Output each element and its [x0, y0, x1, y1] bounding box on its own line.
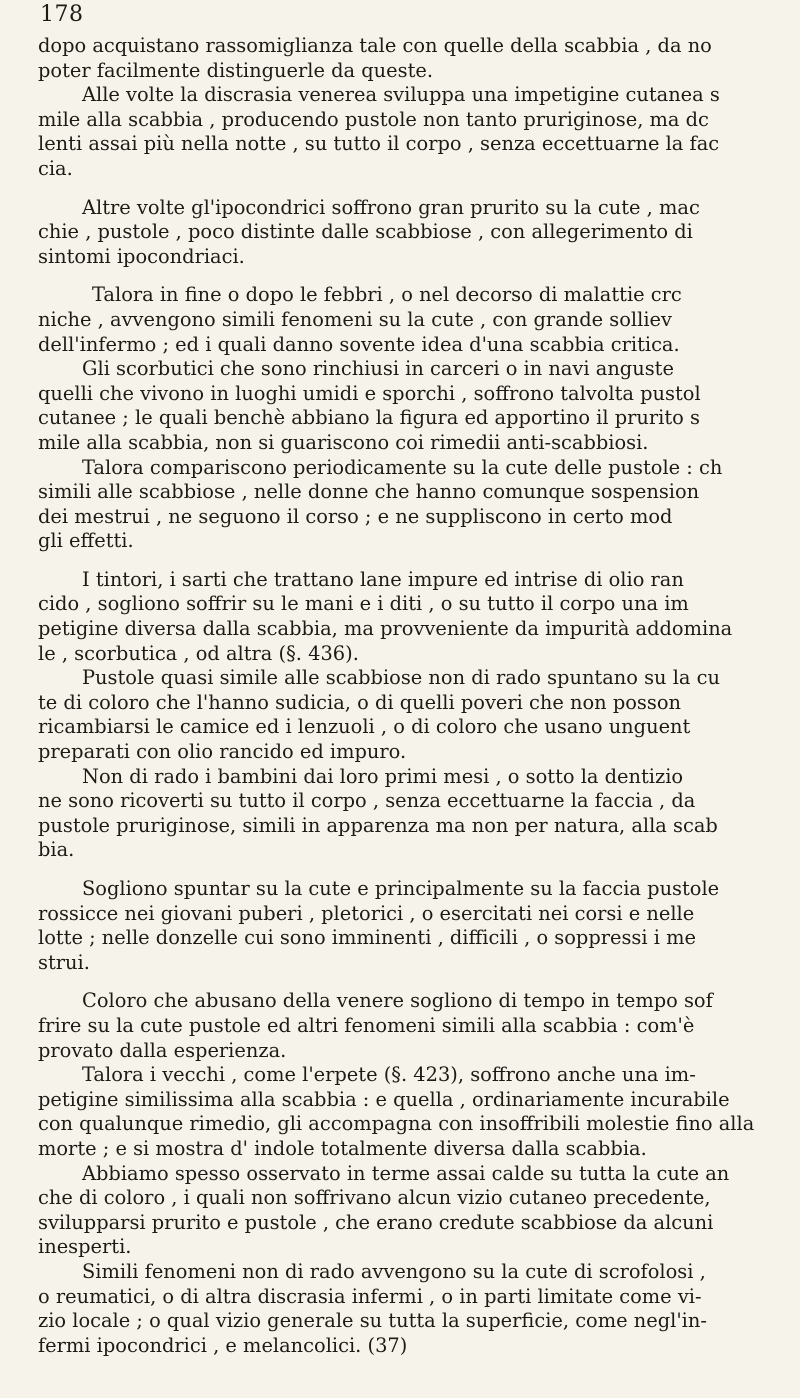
text-line: pustole pruriginose, simili in apparenza ma non per natura, alla scab: [38, 813, 718, 837]
text-line: bia.: [38, 838, 75, 862]
text-line: Talora in fine o dopo le febbri , o nel decorso di malattie crc: [92, 283, 682, 307]
paragraph-gap: [38, 269, 800, 283]
text-line: simili alle scabbiose , nelle donne che hanno comunque sospension: [38, 480, 700, 504]
text-line: ricambiarsi le camice ed i lenzuoli , o di coloro che usano unguent: [38, 715, 691, 739]
page-body-text: [38, 34, 800, 1358]
text-line: chie , pustole , poco distinte dalle scabbiose , con allegerimento di: [38, 220, 693, 244]
text-line: cido , sogliono soffrir su le mani e i diti , o su tutto il corpo una im: [38, 592, 689, 616]
text-line: con qualunque rimedio, gli accompagna con insoffribili molestie fino alla: [38, 1112, 755, 1136]
text-line: strui.: [38, 950, 90, 974]
text-line: Gli scorbutici che sono rinchiusi in carceri o in navi anguste: [82, 357, 674, 381]
text-line: svilupparsi prurito e pustole , che erano credute scabbiose da alcuni: [38, 1210, 714, 1234]
text-line: o reumatici, o di altra discrasia infermi , o in parti limitate come vi-: [38, 1284, 702, 1308]
text-line: petigine diversa dalla scabbia, ma provveniente da impurità addomina: [38, 617, 733, 641]
text-line: inesperti.: [38, 1235, 132, 1259]
text-line: Talora i vecchi , come l'erpete (§. 423), soffrono anche una im-: [82, 1063, 696, 1087]
text-line: dopo acquistano rassomiglianza tale con quelle della scabbia , da no: [38, 34, 712, 57]
text-line: Coloro che abusano della venere sogliono di tempo in tempo sof: [82, 989, 713, 1013]
text-line: rossicce nei giovani puberi , pletorici , o esercitati nei corsi e nelle: [38, 901, 695, 925]
text-line: Talora compariscono periodicamente su la cute delle pustole : ch: [82, 455, 723, 479]
text-line: te di coloro che l'hanno sudicia, o di quelli poveri che non posson: [38, 690, 681, 714]
text-line: che di coloro , i quali non soffrivano alcun vizio cutaneo precedente,: [38, 1186, 711, 1210]
text-line: lotte ; nelle donzelle cui sono imminenti , difficili , o soppressi i me: [38, 926, 696, 950]
text-line: mile alla scabbia , producendo pustole non tanto pruriginose, ma dc: [38, 107, 709, 131]
text-line: Simili fenomeni non di rado avvengono su la cute di scrofolosi ,: [82, 1259, 706, 1283]
text-line: preparati con olio rancido ed impuro.: [38, 740, 407, 764]
text-line: ne sono ricoverti su tutto il corpo , senza eccettuarne la faccia , da: [38, 789, 696, 813]
text-line: Altre volte gl'ipocondrici soffrono gran prurito su la cute , mac: [82, 195, 700, 219]
text-line: Alle volte la discrasia venerea sviluppa una impetigine cutanea s: [82, 83, 720, 107]
text-line: zio locale ; o qual vizio generale su tutta la superficie, come negl'in-: [38, 1309, 707, 1333]
text-line: Sogliono spuntar su la cute e principalmente su la faccia pustole: [82, 877, 720, 900]
text-line: fermi ipocondrici , e melancolici. (37): [38, 1333, 408, 1357]
paragraph-gap: [38, 182, 800, 196]
text-line: cutanee ; le quali benchè abbiano la figura ed apportino il prurito s: [38, 406, 700, 430]
text-line: quelli che vivono in luoghi umidi e sporchi , soffrono talvolta pustol: [38, 381, 701, 405]
text-line: lenti assai più nella notte , su tutto il corpo , senza eccettuarne la fac: [38, 132, 720, 156]
paragraph-gap: [38, 554, 800, 568]
text-line: provato dalla esperienza.: [38, 1038, 287, 1062]
text-line: dei mestrui , ne seguono il corso ; e ne suppliscono in certo mod: [38, 504, 673, 528]
text-line: Abbiamo spesso osservato in terme assai calde su tutta la cute an: [82, 1161, 730, 1185]
text-line: dell'infermo ; ed i quali danno sovente idea d'una scabbia critica.: [38, 332, 680, 356]
text-line: Non di rado i bambini dai loro primi mesi , o sotto la dentizio: [82, 764, 684, 788]
text-line: sintomi ipocondriaci.: [38, 244, 245, 268]
text-line: le , scorbutica , od altra (§. 436).: [38, 641, 359, 665]
text-line: mile alla scabbia, non si guariscono coi rimedii anti-scabbiosi.: [38, 430, 649, 454]
paragraph-gap: [38, 975, 800, 989]
text-line: frire su la cute pustole ed altri fenomeni simili alla scabbia : com'è: [38, 1013, 695, 1037]
text-line: niche , avvengono simili fenomeni su la cute , con grande solliev: [38, 307, 672, 331]
text-line: I tintori, i sarti che trattano lane impure ed intrise di olio ran: [82, 567, 684, 591]
paragraph-gap: [38, 863, 800, 877]
text-line: poter facilmente distinguerle da queste.: [38, 58, 433, 82]
page-number: 178: [40, 2, 84, 27]
text-line: gli effetti.: [38, 529, 134, 553]
text-line: Pustole quasi simile alle scabbiose non di rado spuntano su la cu: [82, 666, 720, 690]
text-line: cia.: [38, 156, 73, 180]
text-line: petigine similissima alla scabbia : e quella , ordinariamente incurabile: [38, 1087, 730, 1111]
text-line: morte ; e si mostra d' indole totalmente diversa dalla scabbia.: [38, 1136, 647, 1160]
